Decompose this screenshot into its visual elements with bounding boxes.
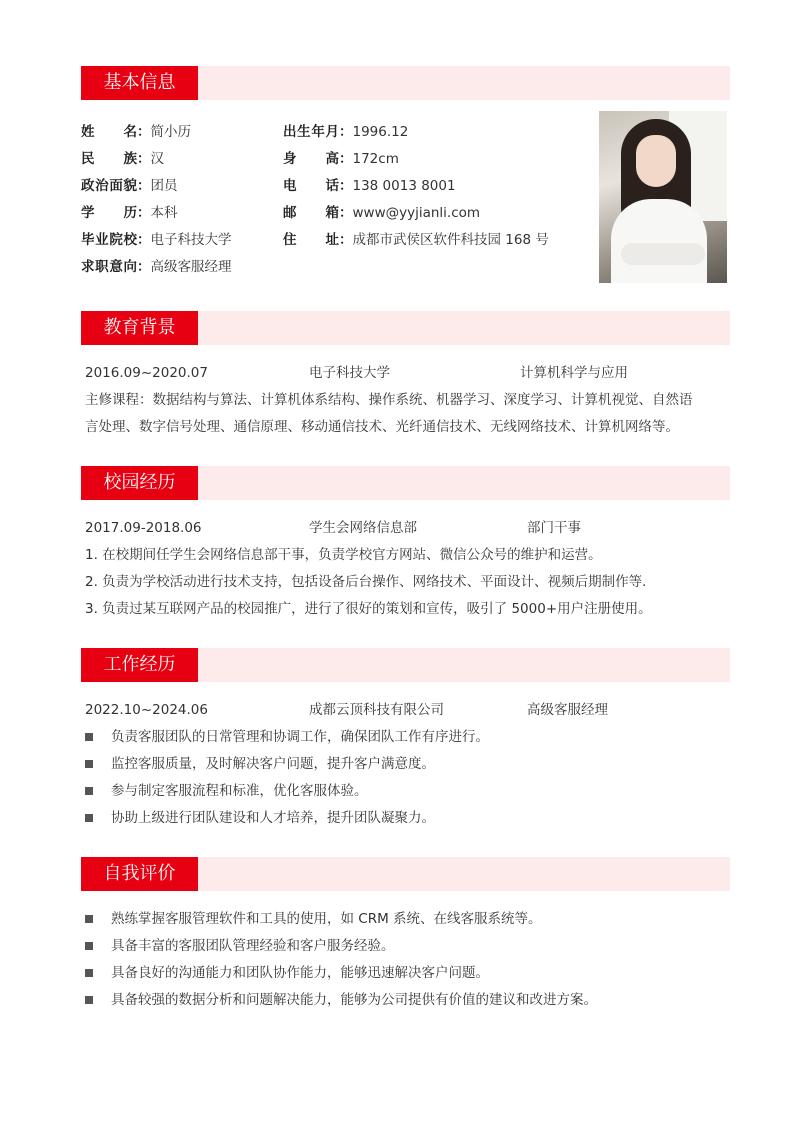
info-label: 学历 — [81, 205, 137, 221]
bullet-icon — [85, 760, 93, 768]
section-title-basic: 基本信息 — [81, 66, 198, 100]
education-courses-line: 言处理、数字信号处理、通信原理、移动通信技术、光纤通信技术、无线网络技术、计算机网络等。 — [85, 419, 679, 435]
education-period: 2016.09~2020.07 — [85, 365, 208, 381]
info-label: 毕业院校 — [81, 232, 137, 248]
self-item: 熟练掌握客服管理软件和工具的使用，如 CRM 系统、在线客服系统等。 — [111, 911, 542, 927]
bullet-icon — [85, 915, 93, 923]
bullet-icon — [85, 787, 93, 795]
self-item: 具备良好的沟通能力和团队协作能力，能够迅速解决客户问题。 — [111, 965, 489, 981]
section-title-self: 自我评价 — [81, 857, 198, 891]
bullet-icon — [85, 814, 93, 822]
campus-period: 2017.09-2018.06 — [85, 520, 202, 536]
info-value: 简小历 — [150, 124, 191, 140]
info-label: 身高 — [283, 151, 339, 167]
info-phone: 电话：138 0013 8001 — [283, 178, 456, 194]
section-header-self — [81, 857, 730, 891]
info-address: 住址：成都市武侯区软件科技园 168 号 — [283, 232, 549, 248]
info-value: 团员 — [150, 178, 178, 194]
work-item: 协助上级进行团队建设和人才培养，提升团队凝聚力。 — [111, 810, 435, 826]
campus-item: 1. 在校期间任学生会网络信息部干事，负责学校官方网站、微信公众号的维护和运营。 — [85, 547, 602, 563]
info-ethnicity: 民族：汉 — [81, 151, 164, 167]
info-label: 电话 — [283, 178, 339, 194]
work-item: 负责客服团队的日常管理和协调工作，确保团队工作有序进行。 — [111, 729, 489, 745]
campus-item: 2. 负责为学校活动进行技术支持，包括设备后台操作、网络技术、平面设计、视频后期制作等. — [85, 574, 647, 590]
info-degree: 学历：本科 — [81, 205, 178, 221]
work-role: 高级客服经理 — [527, 702, 608, 718]
work-item: 监控客服质量，及时解决客户问题，提升客户满意度。 — [111, 756, 435, 772]
info-label: 求职意向 — [81, 259, 137, 275]
education-school: 电子科技大学 — [309, 365, 390, 381]
bullet-icon — [85, 996, 93, 1004]
info-value: 成都市武侯区软件科技园 168 号 — [352, 232, 549, 248]
info-label: 姓名 — [81, 124, 137, 140]
info-value: 1996.12 — [352, 124, 409, 140]
campus-role: 部门干事 — [527, 520, 581, 536]
info-label: 政治面貌 — [81, 178, 137, 194]
info-value: 138 0013 8001 — [352, 178, 456, 194]
info-height: 身高：172cm — [283, 151, 399, 167]
info-name: 姓名：简小历 — [81, 124, 191, 140]
campus-item: 3. 负责过某互联网产品的校园推广，进行了很好的策划和宣传，吸引了 5000+用户注册使用。 — [85, 601, 652, 617]
info-value: www@yyjianli.com — [352, 205, 481, 221]
info-label: 民族 — [81, 151, 137, 167]
info-value: 172cm — [352, 151, 399, 167]
work-item: 参与制定客服流程和标准，优化客服体验。 — [111, 783, 368, 799]
info-political-status: 政治面貌：团员 — [81, 178, 178, 194]
info-value: 本科 — [150, 205, 178, 221]
education-major: 计算机科学与应用 — [520, 365, 628, 381]
self-item: 具备较强的数据分析和问题解决能力，能够为公司提供有价值的建议和改进方案。 — [111, 992, 597, 1008]
section-header-work — [81, 648, 730, 682]
bullet-icon — [85, 942, 93, 950]
info-label: 出生年月 — [283, 124, 339, 140]
info-school: 毕业院校：电子科技大学 — [81, 232, 232, 248]
work-company: 成都云顶科技有限公司 — [309, 702, 444, 718]
info-value: 汉 — [150, 151, 164, 167]
info-label: 住址 — [283, 232, 339, 248]
section-header-education — [81, 311, 730, 345]
work-period: 2022.10~2024.06 — [85, 702, 208, 718]
info-birth: 出生年月：1996.12 — [283, 124, 409, 140]
info-label: 邮箱 — [283, 205, 339, 221]
info-job-intention: 求职意向：高级客服经理 — [81, 259, 232, 275]
section-title-campus: 校园经历 — [81, 466, 198, 500]
bullet-icon — [85, 733, 93, 741]
campus-org: 学生会网络信息部 — [309, 520, 417, 536]
bullet-icon — [85, 969, 93, 977]
info-value: 电子科技大学 — [150, 232, 232, 248]
self-item: 具备丰富的客服团队管理经验和客户服务经验。 — [111, 938, 395, 954]
section-title-work: 工作经历 — [81, 648, 198, 682]
info-email: 邮箱：www@yyjianli.com — [283, 205, 481, 221]
section-header-basic — [81, 66, 730, 100]
info-value: 高级客服经理 — [150, 259, 232, 275]
education-courses-line: 主修课程：数据结构与算法、计算机体系结构、操作系统、机器学习、深度学习、计算机视觉、自然语 — [85, 392, 693, 408]
section-title-education: 教育背景 — [81, 311, 198, 345]
profile-photo — [599, 111, 727, 283]
section-header-campus — [81, 466, 730, 500]
